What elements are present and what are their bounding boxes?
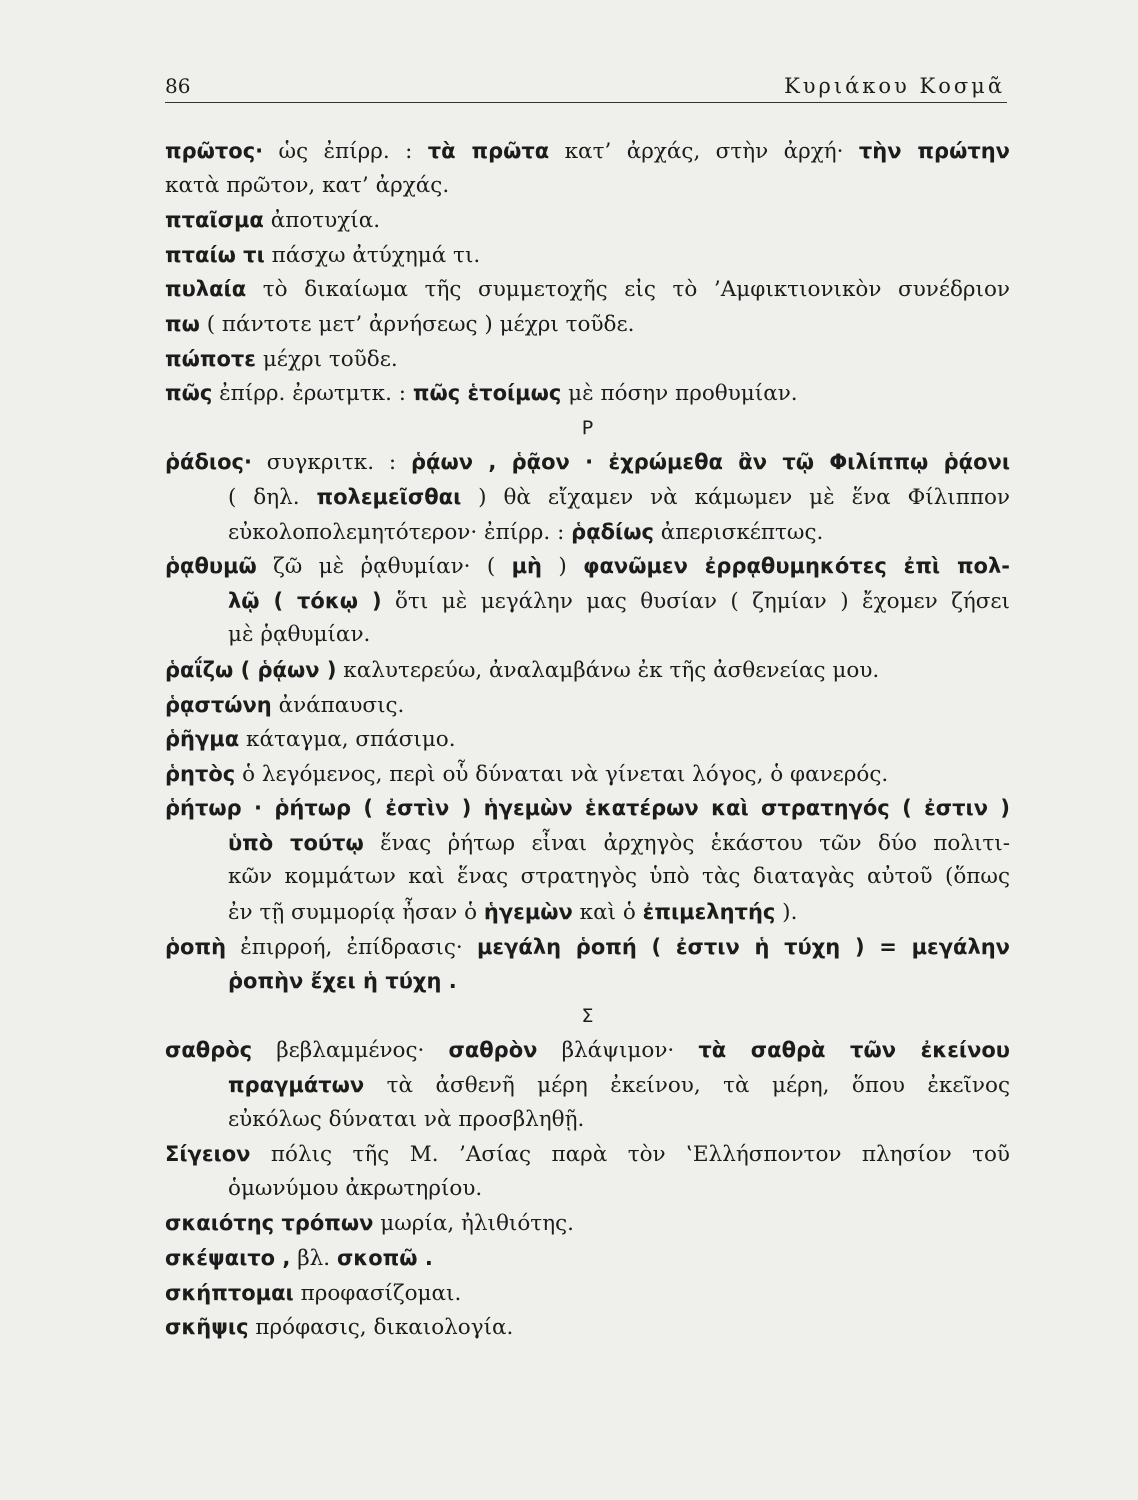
definition-text: ὁ λεγόμενος, περὶ οὗ δύναται νὰ γίνεται λόγος, ὁ φανερός. [235,761,889,787]
headword: ῥᾳδίως [571,519,654,544]
definition-text: καὶ ὁ [572,900,643,926]
headword: ὑπὸ τούτῳ [228,830,364,855]
glossary-line [165,376,1010,411]
headword: ῥοπὴ [165,934,227,959]
definition-text: κατὰ πρῶτον, κατ’ ἀρχάς. [165,172,450,198]
headword: Σίγειον [165,1142,251,1167]
definition-text: βεβλαμμένος· [252,1038,449,1064]
definition-text: ὡς ἐπίρρ. : [263,139,428,164]
definition-text: ζῶ μὲ ῥᾳθυμίαν· ( [256,554,512,580]
section-heading: Ρ [581,416,594,439]
definition-text: μωρία, ἠλιθιότης. [373,1211,574,1237]
glossary-line [165,1310,1010,1345]
headword: ῥητὸς [165,761,236,786]
headword: σκήπτομαι [165,1280,294,1305]
page-number: 86 [165,74,191,98]
headword: ῥᾴων , ῥᾷον · ἐχρώμεθα ἂν τῷ Φιλίππῳ ῥᾴονι [411,450,1010,475]
headword: σκέψαιτο , [165,1246,291,1270]
definition-text: συγκριτκ. : [251,450,411,476]
glossary-line [165,1068,1010,1103]
glossary-line [165,169,1010,204]
headword: σαθρὸς [165,1038,253,1063]
headword: σκοπῶ . [336,1246,433,1270]
definition-text: εὐκολοπολεμητότερον· ἐπίρρ. : [228,519,572,545]
definition-text: ἀνάπαυσις. [271,692,405,718]
definition-text: ἐπιρροή, ἐπίδρασις· [226,934,477,960]
definition-text: ἐν τῇ συμμορίᾳ ἦσαν ὁ [228,900,484,926]
headword: πω [165,311,200,336]
definition-text: ) [541,554,584,580]
glossary-line [165,203,1010,238]
definition-text: τὸ δικαίωμα τῆς συμμετοχῆς εἰς τὸ ’Αμφικτιονικὸν συνέδριον [246,277,1010,303]
headword: λῷ ( τόκῳ ) [228,588,382,613]
definition-text: μὲ πόσην προθυμίαν. [561,381,798,407]
definition-text: ὁμωνύμου ἀκρωτηρίου. [228,1175,483,1201]
headword: ῥᾳθυμῶ [165,554,257,579]
headword: ῥοπὴν ἔχει ἡ τύχη . [228,969,457,994]
glossary-line [165,653,1010,688]
glossary-line [165,1103,1010,1138]
definition-text: εὐκόλως δύναται νὰ προσβληθῇ. [228,1106,585,1132]
headword: μὴ [511,554,542,579]
definition-text: κάταγμα, σπάσιμο. [239,727,456,753]
definition-text: πάσχω ἀτύχημά τι. [264,242,481,268]
headword: φανῶμεν ἐρρᾳθυμηκότες ἐπὶ πολ- [583,554,1010,579]
glossary-line [165,445,1010,480]
headword: τὰ πρῶτα [427,139,550,163]
definition-text: ). [775,900,798,926]
definition-text: ἐπίρρ. ἐρωτμτκ. : [212,381,413,407]
headword: τὰ σαθρὰ τῶν ἐκείνου [698,1038,1010,1063]
definition-text: ἀπερισκέπτως. [653,519,824,545]
headword: πῶς ἑτοίμως [412,381,562,406]
headword: πυλαία [165,277,247,302]
headword: πταῖσμα [165,208,264,233]
glossary-line [165,1172,1010,1207]
section-letter [165,411,1010,446]
definition-text: κῶν κομμάτων καὶ ἕνας στρατηγὸς ὑπὸ τὰς διαταγὰς αὐτοῦ (ὅπως [228,864,1010,890]
headword: σκῆψις [165,1315,249,1340]
definition-text: μὲ ῥᾳθυμίαν. [228,622,371,648]
glossary-line [165,860,1010,895]
glossary-line [165,584,1010,619]
section-letter [165,999,1010,1034]
headword: ῥαΐζω ( ῥᾴων ) [165,657,337,682]
definition-text: βλάψιμον· [537,1038,699,1064]
glossary-line [165,618,1010,653]
headword: πταίω τι [165,242,265,267]
glossary-line [165,549,1010,584]
definition-text: πρόφασις, δικαιολογία. [248,1315,514,1341]
definition-text: ἕνας ῥήτωρ εἶναι ἀρχηγὸς ἑκάστου τῶν δύο πολιτι- [363,830,1010,856]
definition-text: τὰ ἀσθενῆ μέρη ἐκείνου, τὰ μέρη, ὅπου ἐκεῖνος [364,1073,1010,1099]
headword: ῥᾳστώνη [165,692,272,717]
glossary-line [165,480,1010,515]
glossary-line [165,930,1010,965]
glossary-line [165,1137,1010,1172]
definition-text: ( δηλ. [228,484,317,510]
running-head: Κυριάκου Κοσμᾶ [784,74,1005,98]
definition-text: ὅτι μὲ μεγάλην μας θυσίαν ( ζημίαν ) ἔχομεν ζήσει [381,588,1010,614]
glossary-line [165,1241,1010,1276]
headword: πῶς [165,381,213,406]
definition-text: ἀποτυχία. [263,208,381,234]
definition-text: κατ’ ἀρχάς, στὴν ἀρχή· [549,139,859,164]
headword: τὴν πρώτην [858,139,1010,163]
glossary-line [165,1276,1010,1311]
headword: πολεμεῖσθαι [316,484,462,509]
glossary-line [165,722,1010,757]
headword: μεγάλη ῥοπή ( ἐστιν ἡ τύχη ) = μεγάλην [476,934,1010,959]
glossary-line [165,757,1010,792]
definition-text: καλυτερεύω, ἀναλαμβάνω ἐκ τῆς ἀσθενείας μου. [336,657,880,683]
headword: ῥήτωρ · ῥήτωρ ( ἐστὶν ) ἡγεμὼν ἑκατέρων καὶ στρατηγός ( ἐστιν ) [165,796,1010,821]
headword: πραγμάτων [228,1073,365,1098]
headword: πρῶτος· [165,139,264,163]
headword: σκαιότης τρόπων [165,1211,374,1236]
glossary-line [165,342,1010,377]
headword: ῥῆγμα [165,727,240,752]
glossary-body [165,134,1010,1345]
headword: ῥάδιος· [165,450,252,475]
headword: ἡγεμὼν [483,900,573,925]
headword: ἐπιμελητής [642,900,776,925]
section-heading: Σ [581,1004,594,1027]
glossary-line [165,826,1010,861]
glossary-line [165,791,1010,826]
glossary-line [165,895,1010,930]
glossary-line [165,238,1010,273]
glossary-line [165,134,1010,169]
definition-text: μέχρι τοῦδε. [256,346,398,372]
definition-text: πόλις τῆς Μ. ’Ασίας παρὰ τὸν ‛Ελλήσποντον πλησίον τοῦ [250,1142,1010,1168]
definition-text: ) θὰ εἴχαμεν νὰ κάμωμεν μὲ ἕνα Φίλιππον [461,484,1010,510]
page-header [165,72,1007,103]
glossary-line [165,964,1010,999]
glossary-line [165,1206,1010,1241]
headword: πώποτε [165,346,256,371]
glossary-line [165,1033,1010,1068]
definition-text: ( πάντοτε μετ’ ἀρνήσεως ) μέχρι τοῦδε. [199,311,635,337]
glossary-line [165,688,1010,723]
headword: σαθρὸν [448,1038,538,1063]
definition-text: προφασίζομαι. [293,1280,462,1306]
glossary-line [165,272,1010,307]
glossary-line [165,307,1010,342]
definition-text: βλ. [290,1246,337,1271]
glossary-line [165,515,1010,550]
